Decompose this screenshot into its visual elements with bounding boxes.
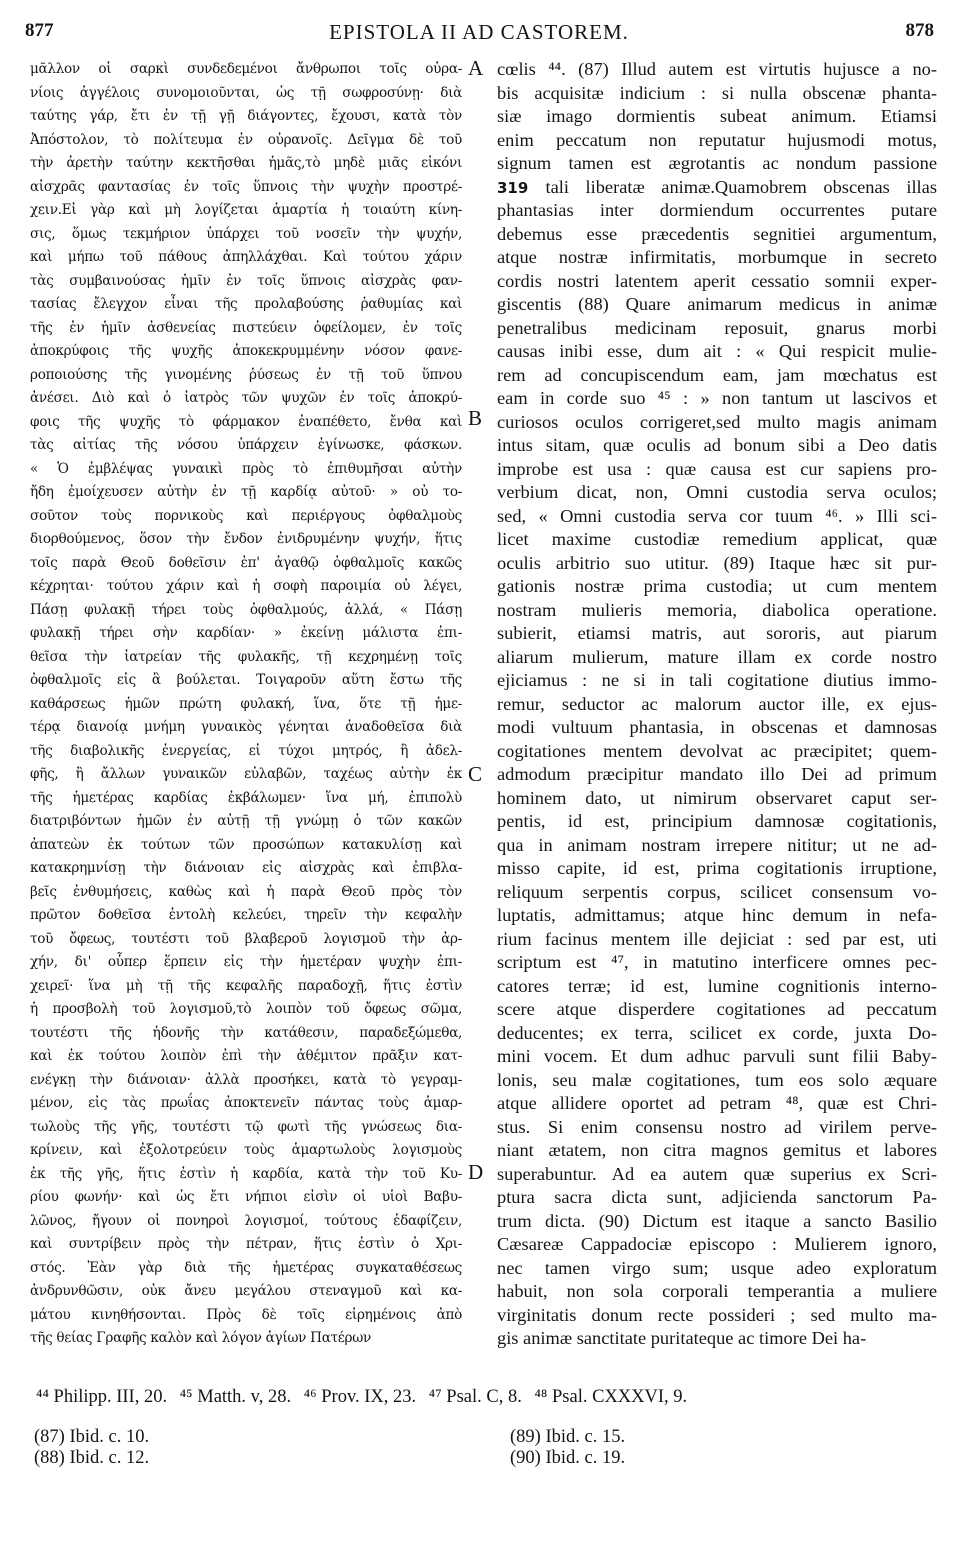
section-marker-c: C <box>468 762 483 786</box>
greek-text-line: τῆς ἡμετέρας καρδίας ἐκβάλωμεν· ἵνα μή, ἐπιπολὺ <box>30 789 462 806</box>
greek-text-line: ταύτης γάρ, ἔτι ἐν τῇ γῇ διάγοντες, ἔχουσι, κατὰ τὸν <box>30 108 462 124</box>
latin-text-line: deducentes; ex terra, scilicet ex corde, juxta Do- <box>497 1022 937 1043</box>
latin-text-line: eam in corde suo ⁴⁵ : » non tantum ut lascivos et <box>497 388 937 408</box>
latin-text-line: nostram mulieris memoria, diabolica operatione. <box>497 599 937 620</box>
footnote: ⁴⁷ Psal. C, 8. <box>428 1387 522 1407</box>
latin-text-line: giscentis (88) Quare animarum medicus in animæ <box>497 294 937 314</box>
latin-text-line: mini vocem. Et dum adhuc parvuli sunt filii Baby- <box>497 1046 937 1066</box>
latin-text-line: subierit, etiamsi matris, aut sororis, aut piarum <box>497 623 937 643</box>
greek-text-line: ἀνέσει. Διὸ καὶ ὁ ἰατρὸς τῶν ψυχῶν ἐν τοῖς ἀποκρύ- <box>30 390 462 406</box>
greek-text-line: κρίνειν, καὶ ἐξολοτρεύειν τοὺς ἁμαρτωλοὺς λογισμοὺς <box>30 1142 462 1158</box>
greek-text-line: καὶ μήπω τοῦ πάθους ἀπηλλάχθαι. Καὶ τούτου χάριν <box>30 249 462 265</box>
greek-text-line: τασίας ἔλεγχον εἶναι τῆς προλαβούσης ῥαθυμίας καὶ <box>30 296 462 312</box>
latin-text-line: sed, « Omni custodia serva cor tuum ⁴⁶. » Illi sci- <box>497 505 937 526</box>
greek-text-line: νίοις ἀγγέλοις συνομοιοῦνται, ὡς τῇ σωφροσύνῃ· διὰ <box>30 84 462 101</box>
footnote: ⁴⁶ Prov. IX, 23. <box>303 1387 417 1407</box>
greek-text-line: τῆς διαβολικῆς ἐνεργείας, εἰ τύχοι μητρός, ἢ ἀδελ- <box>30 742 462 759</box>
greek-text-line: τῆς ἐν ἡμῖν ἀσθενείας πιστεύειν ὀφείλομεν, ἐν τοῖς <box>30 319 462 336</box>
column-number: 319 <box>497 178 546 197</box>
latin-text-line: admodum præcipitur mandato illo Dei ad primum <box>497 764 937 784</box>
footnote: ⁴⁵ Matth. v, 28. <box>179 1387 292 1407</box>
latin-column <box>497 58 937 1351</box>
footnote: ⁴⁸ Psal. CXXXVI, 9. <box>534 1387 688 1407</box>
latin-text-line: virginitatis donum recte possideri ; sed multo ma- <box>497 1304 937 1325</box>
greek-text-line: χειν.Εἰ γὰρ καὶ μὴ λογίζεται ἁμαρτία ἡ τοιαύτη κίνη- <box>30 202 462 218</box>
greek-text-line: φυλακῇ τήρει σὴν καρδίαν· » ἐκείνῃ μάλιστα ἐπι- <box>30 625 462 641</box>
reference: (88) Ibid. c. 12. <box>34 1448 150 1468</box>
latin-text-line: misso capite, id est, prima cogitationis irruptione, <box>497 858 937 878</box>
greek-text-line: τουτέστι τῆς ἡδονῆς τὴν κατάθεσιν, παραδεξώμεθα, <box>30 1024 462 1041</box>
latin-text-line: verbium dicat, non, Omni custodia serva oculos; <box>497 482 937 502</box>
latin-text-line: cogitationes mentem devolvat ac præcipitet; quem- <box>497 740 937 761</box>
latin-text-line: gationis nostræ prima custodia; ut cum mentem <box>497 576 937 596</box>
running-title: EPISTOLA II AD CASTOREM. <box>329 20 629 44</box>
latin-text-line: stus. Si enim consensu nostro ad virilem perve- <box>497 1116 937 1137</box>
greek-text-line: ἀποκρύφοις τῆς ψυχῆς ἀποκεκρυμμένην νόσον φανε- <box>30 343 462 359</box>
latin-text-line: luptatis, admittamus; atque hinc demum in nefa- <box>497 905 937 925</box>
greek-text-line: ἡ προσβολὴ τοῦ λογισμοῦ,τὸ λοιπὸν τοῦ ὄφεως σῶμα, <box>30 1001 462 1017</box>
greek-text-line: ενέγκῃ τὴν διάνοιαν· ἀλλὰ προσήκει, κατὰ τὸ γεγραμ- <box>30 1071 462 1088</box>
greek-text-line: κέχρηται· τούτου χάριν καὶ ἡ σοφὴ παροιμία οὐ λέγει, <box>30 578 462 594</box>
latin-text-line: improbe est usa : quæ causa est cur sapiens pro- <box>497 458 937 479</box>
footnotes <box>36 1387 936 1408</box>
latin-text-line: superabuntur. Ad ea autem quæ superius ex Scri- <box>497 1163 937 1184</box>
latin-text-line: nec tamen virgo sum; usque adeo exploratum <box>497 1257 937 1278</box>
greek-text-line: μένον, εἰς τὰς πρωΐας ἀποκτενεῖν πάντας τοὺς ἁμαρ- <box>30 1095 462 1111</box>
section-marker-d: D <box>468 1160 484 1184</box>
latin-text-line: penetralibus medicinam reposuit, gnarus morbi <box>497 317 937 338</box>
greek-text-line: τωλοὺς τῆς γῆς, τουτέστι τῷ φωτὶ τῆς γνώσεως δια- <box>30 1118 462 1135</box>
latin-text-line: remur, seductor ac malorum auctor ille, ex ejus- <box>497 693 937 714</box>
greek-text-line: σοῦτον τοὺς πορνικοὺς καὶ περιέργους ὀφθαλμοὺς <box>30 507 462 524</box>
references-right <box>510 1427 625 1469</box>
latin-text-line: niant ætatem, non citra magnos gemitus et labores <box>497 1140 937 1160</box>
latin-text-line: ejiciamus : ne si in tali cogitatione diutius immo- <box>497 670 937 690</box>
latin-text-line: ptura sacra dicta sunt, adjicienda sanctorum Pa- <box>497 1187 937 1207</box>
latin-text-line: habuit, non sola corporali temperantia a muliere <box>497 1281 937 1301</box>
greek-text-line: τέρᾳ διανοίᾳ μνήμη γυναικὸς γένηται ἀναδοθεῖσα διὰ <box>30 719 462 735</box>
latin-text-line: cordis nostri latentem aperit cessatio somnii exper- <box>497 270 937 291</box>
latin-text-line: scere atque disperdere cogitationes ad peccatum <box>497 999 937 1019</box>
greek-text-line: διορθούμενος, ὅσον τὴν ἔνδον ἐνιδρυμένην ψυχήν, ἥτις <box>30 531 462 547</box>
greek-text-line: Πάσῃ φυλακῇ τήρει τοὺς ὀφθαλμούς, ἀλλά, « Πάσῃ <box>30 601 462 618</box>
reference: (90) Ibid. c. 19. <box>510 1448 626 1468</box>
greek-text-line: μᾶλλον οἱ σαρκὶ συνδεδεμένοι ἄνθρωποι τοῖς οὐρα- <box>30 61 462 77</box>
latin-text-line: oculis arbitrio suo utitur. (89) Itaque hæc sit pur- <box>497 552 937 573</box>
greek-text-line: τοῖς παρὰ Θεοῦ δοθεῖσιν ἐπ' ἀγαθῷ ὀφθαλμοῖς κακῶς <box>30 554 462 571</box>
latin-text-line: rem ad concupiscendum eam, jam mœchatus est <box>497 364 937 385</box>
greek-text-line: καὶ συντρίβειν πρὸς τὴν πέτραν, ἥτις ἐστὶν ὁ Χρι- <box>30 1236 462 1252</box>
greek-text-line: ροποιούσης τῆς γινομένης ῥύσεως ἐν τῇ τοῦ ὕπνου <box>30 366 462 383</box>
latin-text-line: catores terræ; id est, lumine cognitionis interno- <box>497 975 937 996</box>
greek-text-line: κατακρημνίσῃ τὴν διάνοιαν εἰς αἰσχρὰς καὶ ἐπιβλα- <box>30 860 462 876</box>
greek-text-line: ἀπατεὼν ἐκ τούτων τῶν προσώπων κατακυλίσῃ καὶ <box>30 836 462 853</box>
latin-text-line: causas inibi esse, dum ait : « Qui respicit mulie- <box>497 341 937 361</box>
greek-text-line: αἰσχρᾶς φαντασίας ἐν τοῖς ὕπνοις τὴν ψυχὴν προστρέ- <box>30 178 462 195</box>
latin-text-line: lonis, seu malæ cogitationes, tum eos solo æquare <box>497 1069 937 1090</box>
footnote: ⁴⁴ Philipp. III, 20. <box>36 1387 168 1407</box>
greek-text-line: καθάρσεως ἡμῶν πρώτη φυλακή, ἵνα, ὅτε τῇ ἡμε- <box>30 695 462 712</box>
latin-text-line: signum tamen est ægrotantis ac nondum passione <box>497 153 937 173</box>
greek-text-line: ἤδη ἐμοίχευσεν αὐτὴν ἐν τῇ καρδίᾳ αὐτοῦ· » οὐ το- <box>30 484 462 500</box>
latin-text-line: Cæsareæ Cappadociæ episcopo : Mulierem ignoro, <box>497 1234 937 1254</box>
latin-text-line: hominem dato, ut nimirum observaret caput ser- <box>497 787 937 808</box>
latin-text-line: trum dicta. (90) Dictum est itaque a sancto Basilio <box>497 1210 937 1231</box>
latin-text-line: scriptum est ⁴⁷, in matutino interficere omnes pec- <box>497 952 937 972</box>
greek-text-line: Ἀπόστολον, τὸ πολίτευμα ἐν οὐρανοῖς. Δεῖγμα δὲ τοῦ <box>30 131 462 148</box>
latin-text-line: licet maxime custodiæ remedium applicat, quæ <box>497 529 937 549</box>
greek-text-line: τῆς θείας Γραφῆς καλὸν καὶ λόγον ἁγίων Πατέρων <box>30 1330 371 1346</box>
latin-text-line: atque allidere oportet ad petram ⁴⁸, quæ est Chri- <box>497 1093 937 1113</box>
greek-column <box>30 58 462 1351</box>
page-number-left: 877 <box>25 20 54 41</box>
greek-text-line: φῆς, ἢ ἄλλων γυναικῶν εὐλαβῶν, ταχέως αὐτὴν ἐκ <box>30 766 462 782</box>
greek-text-line: ρίου φωνήν· καὶ ὡς ἔτι νήπιοι εἰσὶν οἱ υἱοὶ Βαβυ- <box>30 1189 462 1205</box>
greek-text-line: διατριβόντων ἡμῶν ἐν αὐτῇ τῇ γνώμῃ ὁ τῶν κακῶν <box>30 813 462 829</box>
greek-text-line: τοῦ ὄφεως, τουτέστι τοῦ βλαβεροῦ λογισμοῦ τὴν ἀρ- <box>30 930 462 947</box>
latin-text-line: modi vultuum phantasia, in obscenas et damnosas <box>497 717 937 737</box>
reference: (89) Ibid. c. 15. <box>510 1427 626 1447</box>
greek-text-line: στός. Ἐὰν γὰρ διὰ τῆς ἡμετέρας συγκαταθέσεως <box>30 1259 462 1276</box>
latin-text-line: aliarum mulierum, mature illam ex corde nostro <box>497 646 937 667</box>
greek-text-line: μάτου κινηθήσονται. Πρὸς δὲ τοῖς εἰρημένοις ἀπὸ <box>30 1306 462 1323</box>
greek-text-line: θεῖσα τὴν ἰατρείαν τῆς φυλακῆς, τῇ κεχρημένῃ τοῖς <box>30 648 462 665</box>
latin-text-line: debemus esse præcedentis segnitiei argumentum, <box>497 223 937 244</box>
latin-text-line: qua in animam nostram irrepere nititur; ut ne ad- <box>497 834 937 855</box>
latin-text-line: atque nostræ infirmitatis, morbumque in secreto <box>497 247 937 267</box>
latin-text-line: pentis, id est, principium damnosæ cogitationis, <box>497 811 937 831</box>
running-header <box>0 20 958 48</box>
greek-text-line: φοις τῆς ψυχῆς τὸ φάρμακον ἐναπέθετο, ἔνθα καὶ <box>30 413 462 430</box>
greek-text-line: λῶνος, ἤγουν οἱ πονηροὶ λογισμοί, τούτους ἐδαφίζειν, <box>30 1212 462 1229</box>
greek-text-line: σις, ὅμως τεκμήριον ὑπάρχει τοῦ νοσεῖν τὴν ψυχήν, <box>30 225 462 242</box>
latin-text-line: reliquum serpentis corpus, scilicet consensum vo- <box>497 881 937 902</box>
reference: (87) Ibid. c. 10. <box>34 1427 150 1447</box>
section-marker-a: A <box>468 56 484 80</box>
greek-text-line: τὰς αἰτίας τῆς νόσου ὑπάρχειν ἐγίνωσκε, φάσκων. <box>30 437 462 453</box>
greek-text-line: ἐκ τῆς γῆς, ἥτις ἐστὶν ἡ καρδία, κατὰ τὴν τοῦ Κυ- <box>30 1165 462 1182</box>
greek-text-line: ἀνδρυνθῶσιν, οὐκ ἄνευ μεγάλου στεναγμοῦ καὶ κα- <box>30 1283 462 1299</box>
latin-text-line: intus sitam, quæ oculis ad bonum sibi a Deo datis <box>497 435 937 455</box>
latin-text-line: curiosos oculos corrigeret,sed multo magis animam <box>497 411 937 432</box>
greek-text-line: τὰς συμβαινούσας ἡμῖν ἐν τοῖς ὕπνοις αἰσχρὰς φαν- <box>30 272 462 289</box>
references-left <box>34 1427 149 1469</box>
latin-text-line: 319 tali liberatæ animæ.Quamobrem obscenas illas <box>497 176 937 197</box>
latin-text-line: rium facinus mentem ille dejiciat : sed par est, uti <box>497 928 937 949</box>
latin-text-line: siæ imago dormientis subeat animum. Etiamsi <box>497 106 937 126</box>
latin-text-line: enim peccatum non reputatur hujusmodi motus, <box>497 129 937 150</box>
greek-text-line: καὶ ἐκ τούτου λοιπὸν ἐπὶ τὴν ἀθέμιτον πρᾶξιν κατ- <box>30 1048 462 1064</box>
latin-text-line: bis acquisitæ indicium : si nulla obscenæ phanta- <box>497 82 937 103</box>
greek-text-line: « Ὁ ἐμβλέψας γυναικὶ πρὸς τὸ ἐπιθυμῆσαι αὐτὴν <box>30 460 462 477</box>
latin-text-line: phantasias inter dormiendum occurrentes putare <box>497 200 937 220</box>
latin-text-line: cœlis ⁴⁴. (87) Illud autem est virtutis hujusce a no- <box>497 59 937 79</box>
greek-text-line: χήν, δι' οὗπερ ἕρπειν εἰς τὴν ἡμετέραν ψυχὴν ἐπι- <box>30 954 462 970</box>
greek-text-line: τὴν ἀρετὴν ταύτην κεκτῆσθαι ἡμᾶς,τὸ μηδὲ μιᾶς εἰκόνι <box>30 155 462 171</box>
greek-text-line: χειρεῖ· ἵνα μὴ τῇ τῆς κεφαλῆς παραδοχῇ, ἥτις ἐστὶν <box>30 977 462 994</box>
greek-text-line: ὀφθαλμοῖς εἰς ἃ βούλεται. Τοιγαροῦν αὕτη ἔστω τῆς <box>30 672 462 688</box>
page-number-right: 878 <box>905 20 934 41</box>
greek-text-line: βεῖς ἐνθυμήσεις, καθὼς καὶ ἡ παρὰ Θεοῦ πρὸς τὸν <box>30 883 462 900</box>
latin-text-line: gis animæ sanctitate puritateque ac timore Dei ha- <box>497 1328 867 1348</box>
greek-text-line: πρῶτον δοθεῖσα ἐντολὴ κελεύει, τηρεῖν τὴν κεφαλὴν <box>30 907 462 923</box>
section-marker-b: B <box>468 406 483 430</box>
